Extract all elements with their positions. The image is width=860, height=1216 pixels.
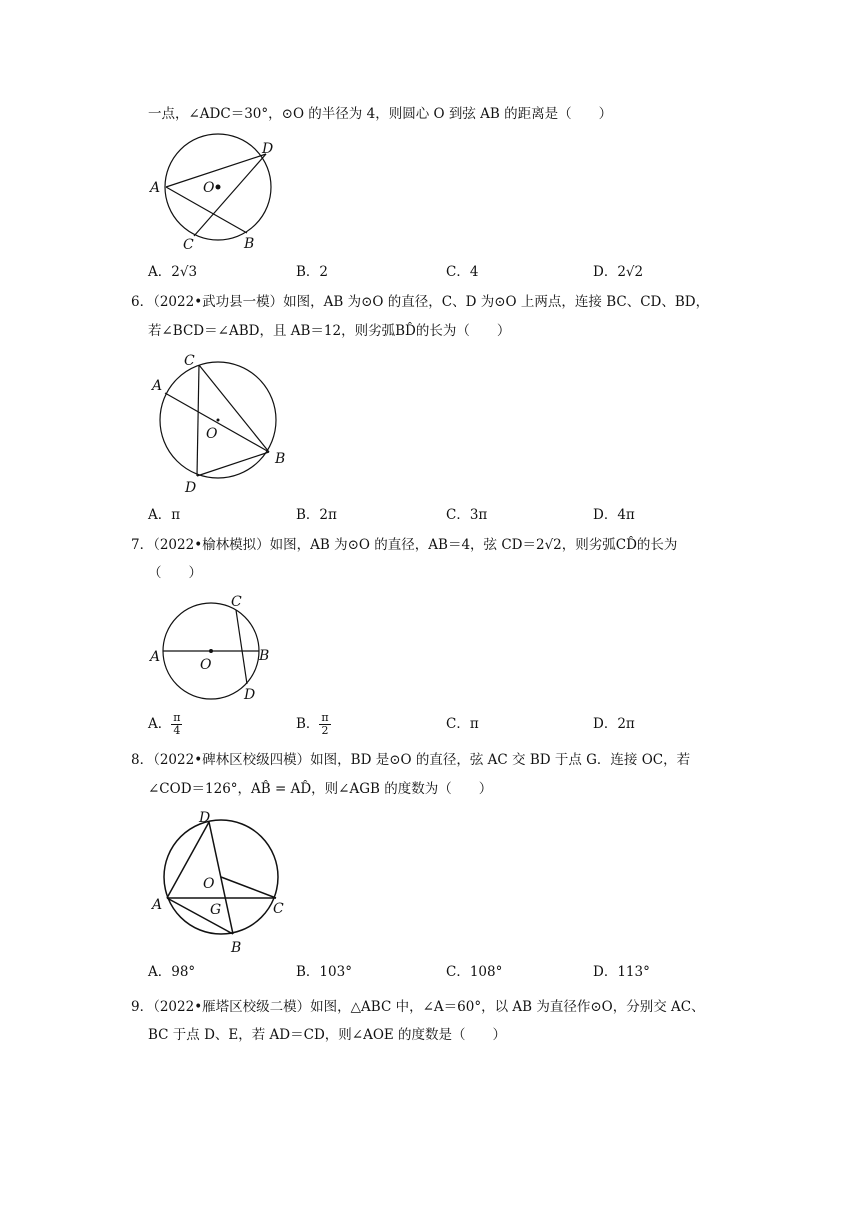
q6-center-dot xyxy=(217,419,220,422)
q9-text-line-2: BC 于点 D、E，若 AD＝CD，则∠AOE 的度数是（ ） xyxy=(148,1027,507,1043)
q7-option-c: C．π xyxy=(446,716,479,732)
q6-option-d: D．4π xyxy=(593,507,635,523)
q5-option-a: A．2√3 xyxy=(148,264,198,280)
q5-option-d: D．2√2 xyxy=(593,264,644,280)
q8-label-G: G xyxy=(210,902,222,918)
q6-line-CD xyxy=(197,365,199,476)
q7-label-D: D xyxy=(244,687,256,702)
q8-option-d: D．113° xyxy=(593,964,650,980)
q6-figure xyxy=(145,348,295,496)
q6-line-DB xyxy=(197,452,269,476)
q7-option-a-den: 4 xyxy=(173,724,181,737)
q7-label-A: A xyxy=(150,649,161,665)
q5-label-C: C xyxy=(183,237,194,252)
q7-option-b-fraction xyxy=(319,712,330,737)
q6-text-line-2: 若∠BCD＝∠ABD，且 AB＝12，则劣弧BD̂的长为（ ） xyxy=(148,323,511,339)
q8-label-D: D xyxy=(199,810,211,826)
q6-line-AB xyxy=(165,393,269,452)
q7-text-line-1: 7．（2022•榆林模拟）如图，AB 为⊙O 的直径，AB＝4，弦 CD＝2√2，则劣弧CD̂的长为 xyxy=(131,537,678,553)
q7-figure xyxy=(145,590,275,702)
q8-text-line-1: 8．（2022•碑林区校级四模）如图，BD 是⊙O 的直径，弦 AC 交 BD 于点 G．连接 OC，若 xyxy=(131,752,691,768)
q6-label-B: B xyxy=(275,451,286,467)
q6-label-O: O xyxy=(206,426,218,442)
q7-option-d: D．2π xyxy=(593,716,635,732)
q7-option-a-fraction xyxy=(171,712,182,737)
q5-figure xyxy=(145,128,285,252)
q8-option-c: C．108° xyxy=(446,964,503,980)
q7-label-B: B xyxy=(259,648,270,664)
q7-option-b xyxy=(296,708,331,740)
q8-line-OC xyxy=(221,877,276,898)
q5-label-B: B xyxy=(244,236,255,252)
q5-label-D: D xyxy=(262,141,274,157)
q5-label-A: A xyxy=(150,180,161,196)
q9-text-line-1: 9．（2022•雁塔区校级二模）如图，△ABC 中，∠A＝60°，以 AB 为直径作⊙O，分别交 AC、 xyxy=(131,999,705,1015)
q6-label-A: A xyxy=(152,378,163,394)
q6-option-b: B．2π xyxy=(296,507,337,523)
q7-option-b-num: π xyxy=(321,711,329,724)
q8-label-O: O xyxy=(203,876,215,892)
q6-option-a: A．π xyxy=(148,507,181,523)
q7-line-CD xyxy=(236,610,247,684)
q8-label-A: A xyxy=(152,897,163,913)
q5-option-c: C．4 xyxy=(446,264,479,280)
q8-label-B: B xyxy=(231,940,242,956)
q8-figure xyxy=(145,806,295,956)
q7-option-b-prefix: B． xyxy=(296,716,320,732)
q5-center-dot xyxy=(216,185,221,190)
q7-option-a xyxy=(148,708,182,740)
q8-label-C: C xyxy=(273,901,284,917)
q6-option-c: C．3π xyxy=(446,507,488,523)
q5-label-O: O xyxy=(203,180,215,196)
q7-center-dot xyxy=(209,649,213,653)
q8-text-line-2: ∠COD＝126°，AB̂ = AD̂，则∠AGB 的度数为（ ） xyxy=(148,781,493,797)
q5-text-line: 一点，∠ADC＝30°，⊙O 的半径为 4，则圆心 O 到弦 AB 的距离是（ ） xyxy=(148,106,613,122)
q8-option-a: A．98° xyxy=(148,964,196,980)
q7-option-b-den: 2 xyxy=(321,724,329,737)
q7-label-O: O xyxy=(200,657,212,673)
q6-label-D: D xyxy=(185,480,197,496)
q7-label-C: C xyxy=(231,594,242,610)
q8-line-AB xyxy=(167,898,233,934)
q5-option-b: B．2 xyxy=(296,264,329,280)
q7-text-line-2: （ ） xyxy=(148,565,202,581)
q6-label-C: C xyxy=(184,353,195,369)
q8-option-b: B．103° xyxy=(296,964,352,980)
q7-option-a-prefix: A． xyxy=(148,716,172,732)
q7-option-a-num: π xyxy=(173,711,181,724)
q6-text-line-1: 6．（2022•武功县一模）如图，AB 为⊙O 的直径，C、D 为⊙O 上两点，连接 BC、CD、BD， xyxy=(131,294,710,310)
